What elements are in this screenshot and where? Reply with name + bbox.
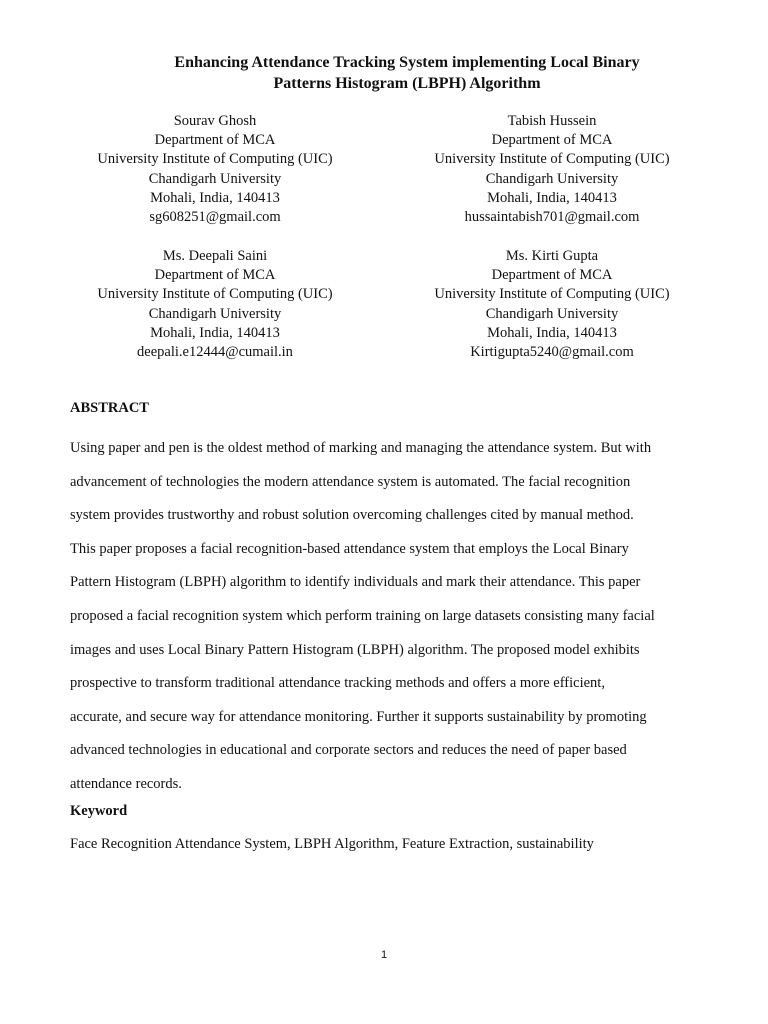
author-department: Department of MCA: [491, 132, 613, 149]
author-institute: University Institute of Computing (UIC): [97, 286, 333, 303]
author-name: Ms. Deepali Saini: [162, 248, 268, 264]
abstract-line: advanced technologies in educational and corporate sectors and reduces the need of paper based: [70, 742, 627, 759]
author-name: Sourav Ghosh: [173, 113, 257, 129]
paper-title-line-2: Patterns Histogram (LBPH) Algorithm: [273, 75, 541, 92]
author-university: Chandigarh University: [148, 305, 282, 322]
author-email: deepali.e12444@cumail.in: [137, 344, 293, 361]
abstract-line: Using paper and pen is the oldest method of marking and managing the attendance system. But with: [70, 440, 652, 456]
author-block-1: [55, 112, 375, 227]
abstract-heading: ABSTRACT: [70, 400, 149, 416]
abstract-line: images and uses Local Binary Pattern Histogram (LBPH) algorithm. The proposed model exhibits: [70, 641, 640, 658]
abstract-line: prospective to transform traditional attendance tracking methods and offers a more efficient,: [70, 675, 605, 692]
abstract-line: system provides trustworthy and robust solution overcoming challenges cited by manual method.: [70, 507, 634, 524]
paper-title: [70, 52, 744, 94]
author-email: hussaintabish701@gmail.com: [464, 209, 640, 226]
author-location: Mohali, India, 140413: [487, 324, 617, 341]
author-email: Kirtigupta5240@gmail.com: [470, 344, 634, 361]
abstract-line: Pattern Histogram (LBPH) algorithm to identify individuals and mark their attendance. This paper: [70, 574, 641, 591]
author-email: sg608251@gmail.com: [149, 209, 281, 226]
author-block-3: [55, 247, 375, 362]
keywords-text: Face Recognition Attendance System, LBPH Algorithm, Feature Extraction, sustainability: [70, 836, 594, 852]
author-location: Mohali, India, 140413: [150, 189, 280, 206]
abstract-line: This paper proposes a facial recognition-based attendance system that employs the Local Binary: [70, 540, 629, 557]
author-institute: University Institute of Computing (UIC): [97, 151, 333, 168]
author-department: Department of MCA: [491, 267, 613, 284]
author-block-4: [392, 247, 712, 362]
author-location: Mohali, India, 140413: [150, 324, 280, 341]
abstract-body: [70, 432, 710, 802]
author-department: Department of MCA: [154, 132, 276, 149]
author-university: Chandigarh University: [485, 170, 619, 187]
author-location: Mohali, India, 140413: [487, 189, 617, 206]
author-institute: University Institute of Computing (UIC): [434, 151, 670, 168]
abstract-line: advancement of technologies the modern attendance system is automated. The facial recognition: [70, 473, 631, 490]
author-block-2: [392, 112, 712, 227]
author-university: Chandigarh University: [148, 170, 282, 187]
author-institute: University Institute of Computing (UIC): [434, 286, 670, 303]
keyword-heading: Keyword: [70, 803, 128, 819]
abstract-line: accurate, and secure way for attendance monitoring. Further it supports sustainability by promoting: [70, 708, 647, 725]
author-university: Chandigarh University: [485, 305, 619, 322]
author-name: Tabish Hussein: [507, 113, 597, 129]
paper-title-line-1: Enhancing Attendance Tracking System implementing Local Binary: [174, 54, 640, 71]
abstract-line: proposed a facial recognition system which perform training on large datasets consisting many facial: [70, 607, 655, 624]
page-number: 1: [380, 949, 388, 961]
abstract-line: attendance records.: [70, 775, 182, 792]
author-department: Department of MCA: [154, 267, 276, 284]
author-name: Ms. Kirti Gupta: [505, 248, 599, 264]
